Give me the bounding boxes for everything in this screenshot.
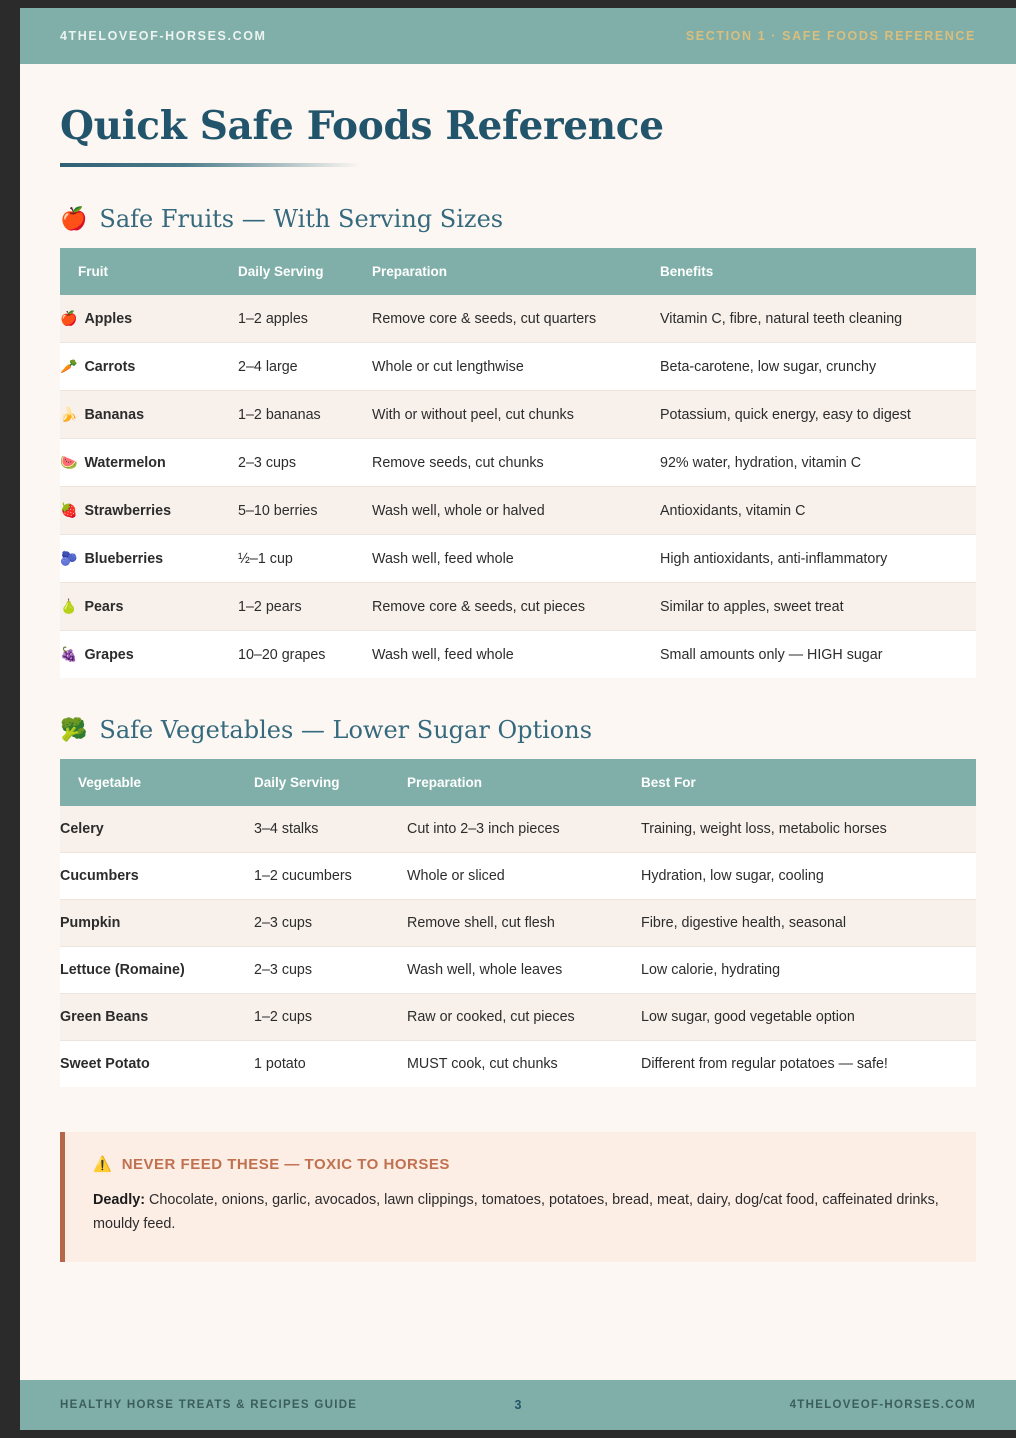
header-section-label: SECTION 1 · SAFE FOODS REFERENCE — [685, 29, 976, 43]
vegetable-name-cell: Lettuce (Romaine) — [60, 947, 254, 994]
toxic-foods-warning-box — [60, 1132, 976, 1262]
vegetable-name-cell: Celery — [60, 806, 254, 853]
vegetable-serving-cell: 2–3 cups — [254, 900, 407, 947]
fruit-preparation-cell: Whole or cut lengthwise — [372, 343, 660, 391]
footer-page-number: 3 — [514, 1398, 522, 1412]
column-header-best-for: Best For — [641, 759, 976, 806]
table-header-row — [60, 248, 976, 295]
fruit-name: Bananas — [84, 407, 145, 424]
vegetable-name-cell: Green Beans — [60, 994, 254, 1041]
carrot-icon: 🥕 — [60, 358, 78, 375]
column-header-benefits: Benefits — [660, 248, 976, 295]
fruit-name: Carrots — [84, 359, 136, 376]
vegetable-preparation-cell: Wash well, whole leaves — [407, 947, 641, 994]
safe-fruits-table — [60, 248, 976, 678]
grapes-icon: 🍇 — [60, 646, 78, 663]
vegetable-preparation-cell: Whole or sliced — [407, 853, 641, 900]
vegetable-preparation-cell: Raw or cooked, cut pieces — [407, 994, 641, 1041]
fruit-serving-cell: 2–3 cups — [238, 439, 372, 487]
column-header-daily-serving: Daily Serving — [254, 759, 407, 806]
vegetable-best-for-cell: Low sugar, good vegetable option — [641, 994, 976, 1041]
section-heading-fruits — [60, 205, 976, 233]
table-row — [60, 391, 976, 439]
title-underline-rule — [60, 163, 360, 167]
fruit-name: Strawberries — [84, 503, 172, 520]
fruit-name: Watermelon — [84, 455, 166, 472]
column-header-fruit: Fruit — [60, 248, 238, 295]
page-title: Quick Safe Foods Reference — [60, 103, 664, 149]
banana-icon: 🍌 — [60, 406, 78, 423]
table-row — [60, 631, 976, 679]
warning-body — [93, 1189, 948, 1236]
warning-header — [93, 1156, 948, 1173]
fruit-serving-cell: 1–2 pears — [238, 583, 372, 631]
fruit-preparation-cell: Remove core & seeds, cut pieces — [372, 583, 660, 631]
table-row — [60, 994, 976, 1041]
fruit-serving-cell: 1–2 bananas — [238, 391, 372, 439]
fruits-table-header — [60, 248, 976, 295]
table-row — [60, 295, 976, 343]
fruit-preparation-cell: Wash well, whole or halved — [372, 487, 660, 535]
table-row — [60, 487, 976, 535]
fruit-name: Pears — [84, 599, 124, 616]
fruit-benefits-cell: Vitamin C, fibre, natural teeth cleaning — [660, 295, 976, 343]
section-title-fruits: Safe Fruits — With Serving Sizes — [99, 205, 504, 234]
column-header-vegetable: Vegetable — [60, 759, 254, 806]
fruits-table-body — [60, 295, 976, 678]
fruit-name-cell — [60, 391, 238, 439]
table-row — [60, 947, 976, 994]
warning-triangle-icon: ⚠️ — [93, 1156, 112, 1174]
fruit-benefits-cell: High antioxidants, anti-inflammatory — [660, 535, 976, 583]
vegetable-preparation-cell: Cut into 2–3 inch pieces — [407, 806, 641, 853]
table-row — [60, 806, 976, 853]
watermelon-icon: 🍉 — [60, 454, 78, 471]
fruit-name: Grapes — [84, 647, 134, 664]
vegetable-serving-cell: 1–2 cucumbers — [254, 853, 407, 900]
column-header-preparation: Preparation — [407, 759, 641, 806]
fruit-name-cell — [60, 295, 238, 343]
fruit-benefits-cell: Small amounts only — HIGH sugar — [660, 631, 976, 679]
page-content — [20, 64, 1016, 1262]
fruit-name: Blueberries — [84, 551, 164, 568]
fruit-preparation-cell: Wash well, feed whole — [372, 535, 660, 583]
broccoli-icon: 🥦 — [60, 717, 88, 743]
fruit-preparation-cell: Remove core & seeds, cut quarters — [372, 295, 660, 343]
fruit-name-cell — [60, 439, 238, 487]
vegetables-table-header — [60, 759, 976, 806]
table-header-row — [60, 759, 976, 806]
vegetable-serving-cell: 1–2 cups — [254, 994, 407, 1041]
fruit-preparation-cell: With or without peel, cut chunks — [372, 391, 660, 439]
fruit-preparation-cell: Wash well, feed whole — [372, 631, 660, 679]
vegetable-best-for-cell: Fibre, digestive health, seasonal — [641, 900, 976, 947]
vegetable-best-for-cell: Different from regular potatoes — safe! — [641, 1041, 976, 1088]
vegetable-best-for-cell: Low calorie, hydrating — [641, 947, 976, 994]
vegetable-name-cell: Cucumbers — [60, 853, 254, 900]
apple-icon: 🍎 — [60, 206, 88, 232]
footer-site-name: 4THELOVEOF-HORSES.COM — [789, 1399, 977, 1411]
warning-title: NEVER FEED THESE — TOXIC TO HORSES — [121, 1156, 450, 1174]
fruit-name-cell — [60, 487, 238, 535]
page-footer-bar — [20, 1380, 1016, 1430]
fruit-preparation-cell: Remove seeds, cut chunks — [372, 439, 660, 487]
fruit-serving-cell: 2–4 large — [238, 343, 372, 391]
warning-body-text: Chocolate, onions, garlic, avocados, lawn clippings, tomatoes, potatoes, bread, meat, dairy, dog/cat food, caffeinated drinks, mouldy feed. — [93, 1192, 939, 1232]
header-site-name: 4THELOVEOF-HORSES.COM — [60, 29, 267, 43]
fruit-benefits-cell: Potassium, quick energy, easy to digest — [660, 391, 976, 439]
vegetable-best-for-cell: Training, weight loss, metabolic horses — [641, 806, 976, 853]
vegetable-serving-cell: 3–4 stalks — [254, 806, 407, 853]
fruit-name-cell — [60, 631, 238, 679]
table-row — [60, 900, 976, 947]
vegetables-table-body — [60, 806, 976, 1087]
column-header-preparation: Preparation — [372, 248, 660, 295]
fruit-name-cell — [60, 583, 238, 631]
vegetable-preparation-cell: Remove shell, cut flesh — [407, 900, 641, 947]
safe-vegetables-table — [60, 759, 976, 1087]
vegetable-best-for-cell: Hydration, low sugar, cooling — [641, 853, 976, 900]
fruit-serving-cell: 10–20 grapes — [238, 631, 372, 679]
table-row — [60, 343, 976, 391]
vegetable-name-cell: Sweet Potato — [60, 1041, 254, 1088]
fruit-name-cell — [60, 343, 238, 391]
vegetable-serving-cell: 2–3 cups — [254, 947, 407, 994]
blueberry-icon: 🫐 — [60, 550, 78, 567]
vegetable-serving-cell: 1 potato — [254, 1041, 407, 1088]
page-header-bar — [20, 8, 1016, 64]
apple-icon: 🍎 — [60, 310, 78, 327]
warning-body-label: Deadly: — [93, 1192, 145, 1209]
footer-guide-title: HEALTHY HORSE TREATS & RECIPES GUIDE — [60, 1399, 358, 1411]
column-header-daily-serving: Daily Serving — [238, 248, 372, 295]
section-title-vegetables: Safe Vegetables — Lower Sugar Options — [99, 716, 593, 745]
fruit-benefits-cell: Similar to apples, sweet treat — [660, 583, 976, 631]
table-row — [60, 439, 976, 487]
fruit-benefits-cell: 92% water, hydration, vitamin C — [660, 439, 976, 487]
table-row — [60, 535, 976, 583]
fruit-serving-cell: 1–2 apples — [238, 295, 372, 343]
fruit-benefits-cell: Antioxidants, vitamin C — [660, 487, 976, 535]
fruit-name: Apples — [84, 311, 133, 328]
fruit-benefits-cell: Beta-carotene, low sugar, crunchy — [660, 343, 976, 391]
section-heading-vegetables — [60, 716, 976, 744]
vegetable-name-cell: Pumpkin — [60, 900, 254, 947]
document-page — [20, 8, 1016, 1430]
table-row — [60, 583, 976, 631]
pear-icon: 🍐 — [60, 598, 78, 615]
fruit-name-cell — [60, 535, 238, 583]
table-row — [60, 853, 976, 900]
vegetable-preparation-cell: MUST cook, cut chunks — [407, 1041, 641, 1088]
fruit-serving-cell: 5–10 berries — [238, 487, 372, 535]
strawberry-icon: 🍓 — [60, 502, 78, 519]
fruit-serving-cell: ½–1 cup — [238, 535, 372, 583]
table-row — [60, 1041, 976, 1088]
